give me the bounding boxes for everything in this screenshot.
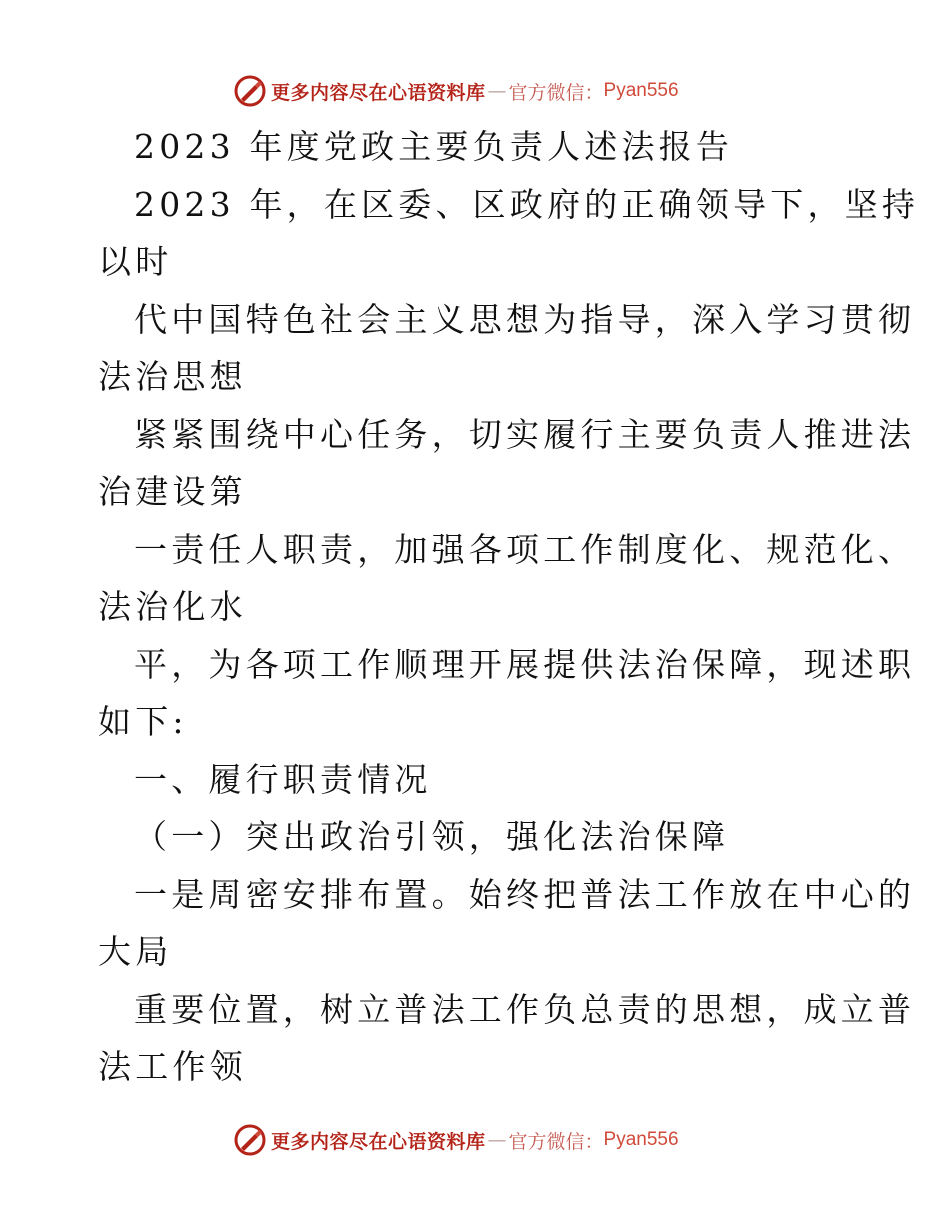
text-line: 大局	[98, 932, 173, 971]
section-heading: 一、履行职责情况	[134, 759, 432, 799]
document-title: 2023 年度党政主要负责人述法报告	[134, 127, 734, 166]
watermark-main-text: 更多内容尽在心语资料库	[271, 81, 486, 104]
document-body	[0, 118, 950, 1096]
text-line: 治建设第	[98, 472, 247, 511]
pen-logo-icon	[233, 74, 267, 108]
text-line: 法治化水	[98, 587, 247, 626]
pen-logo-icon	[233, 1123, 267, 1157]
watermark-official-label: 官方微信：	[508, 81, 604, 104]
text-line: 代中国特色社会主义思想为指导，深入学习贯彻	[134, 299, 916, 339]
watermark-header	[233, 73, 679, 109]
watermark-wechat-id: Pyan556	[603, 1129, 679, 1150]
text-line: 以时	[98, 242, 173, 281]
text-line: 2023 年，在区委、区政府的正确领导下，坚持	[134, 184, 920, 224]
text-line: 一是周密安排布置。始终把普法工作放在中心的	[134, 874, 916, 914]
text-line: 一责任人职责，加强各项工作制度化、规范化、	[134, 529, 916, 569]
text-line: 法工作领	[98, 1047, 247, 1086]
text-line: 法治思想	[98, 357, 247, 396]
text-line: 平，为各项工作顺理开展提供法治保障，现述职	[134, 644, 916, 684]
watermark-main-text: 更多内容尽在心语资料库	[271, 1130, 486, 1153]
text-line: 如下:	[98, 702, 188, 741]
watermark-separator: —	[487, 80, 507, 102]
watermark-official-label: 官方微信：	[508, 1130, 604, 1153]
watermark-wechat-id: Pyan556	[603, 80, 679, 101]
subsection-heading: （一）突出政治引领，强化法治保障	[134, 817, 730, 856]
text-line: 重要位置，树立普法工作负总责的思想，成立普	[134, 989, 916, 1029]
watermark-footer	[233, 1122, 679, 1158]
text-line: 紧紧围绕中心任务，切实履行主要负责人推进法	[134, 414, 916, 454]
watermark-separator: —	[487, 1129, 507, 1151]
